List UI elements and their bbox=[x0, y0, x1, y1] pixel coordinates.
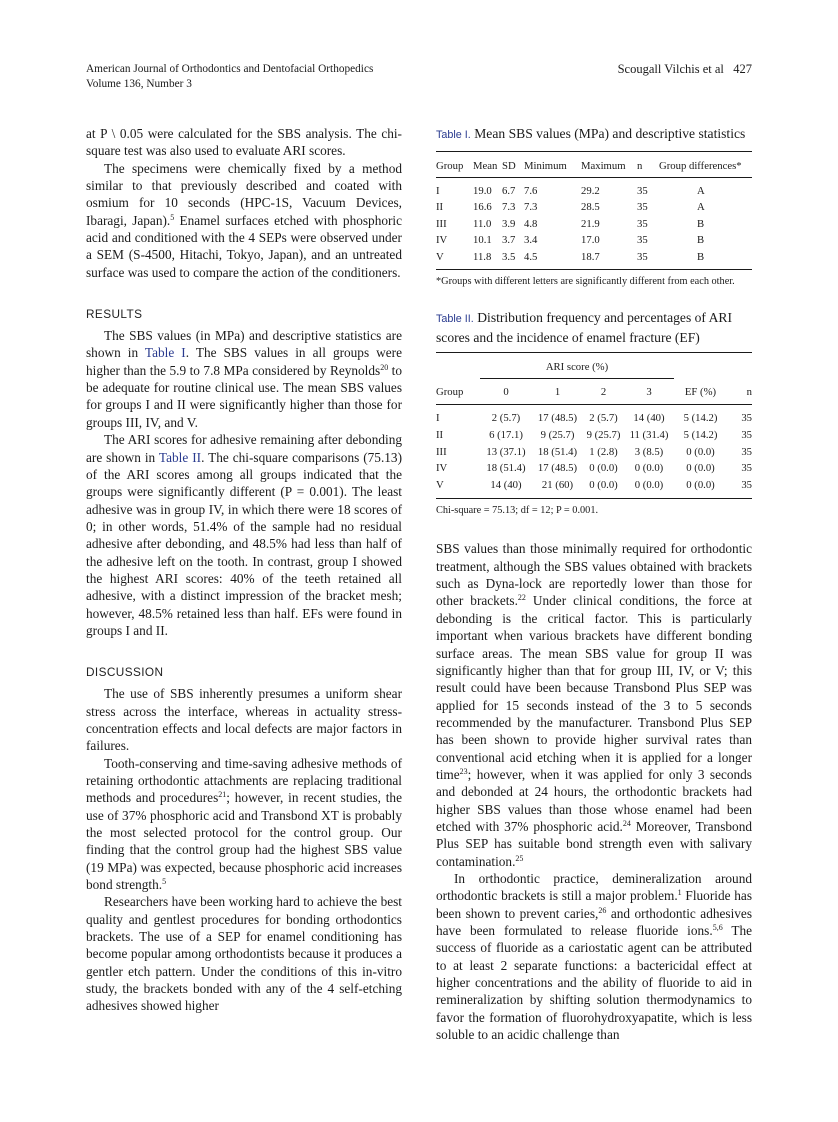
table2-header-cell: Group bbox=[436, 386, 464, 399]
table1-label: Table I. bbox=[436, 129, 471, 141]
table-cell: 0 (0.0) bbox=[634, 462, 664, 475]
table-cell: 0 (0.0) bbox=[674, 477, 727, 499]
table-row bbox=[436, 427, 752, 444]
discussion-text: ; however, in recent studies, the use of 37% phosphoric acid and Transbond XT is probably the most selected protocol for the control group. Our finding that the control group had the highest SBS value (19 MPa) was expected, because phosphoric acid increases bond strength. bbox=[86, 790, 402, 893]
table-cell: II bbox=[436, 201, 444, 214]
table-cell: B bbox=[697, 217, 705, 230]
table-cell: 35 bbox=[637, 201, 648, 214]
journal-name: American Journal of Orthodontics and Dentofacial Orthopedics bbox=[86, 63, 374, 75]
table-cell: 18 (51.4) bbox=[537, 445, 578, 458]
right-paragraph-1 bbox=[436, 540, 752, 870]
table2-title: Distribution frequency and percentages of ARI scores and the incidence of enamel fracture (EF) bbox=[436, 310, 733, 345]
table1-header-cell: SD bbox=[502, 159, 516, 172]
table1-caption bbox=[436, 125, 752, 145]
methods-paragraph-1: at P \ 0.05 were calculated for the SBS analysis. The chi-square test was also used to evaluate ARI scores. bbox=[86, 126, 402, 159]
discussion-text: Tooth-conserving and time-saving adhesive methods of retaining orthodontic attachments are replacing traditional methods and procedures bbox=[86, 755, 402, 806]
journal-volume: Volume 136, Number 3 bbox=[86, 77, 192, 90]
table-cell: 35 bbox=[741, 462, 752, 475]
table-cell: 35 bbox=[637, 217, 648, 230]
table-row bbox=[436, 444, 752, 461]
discussion-paragraph-2 bbox=[86, 755, 402, 894]
table-cell: 3.9 bbox=[502, 217, 516, 230]
citation: 5 bbox=[170, 212, 175, 222]
table-cell: III bbox=[436, 445, 447, 458]
table2-label: Table II. bbox=[436, 313, 474, 326]
table-cell: 35 bbox=[741, 412, 752, 425]
table-cell: 9 (25.7) bbox=[540, 429, 575, 442]
table-row bbox=[436, 232, 752, 249]
table-cell: 35 bbox=[637, 234, 648, 247]
table-cell: 7.3 bbox=[524, 201, 538, 214]
table-cell: 28.5 bbox=[581, 201, 600, 214]
author-line: Scougall Vilchis et al bbox=[617, 62, 724, 76]
discussion-paragraph-3: Researchers have been working hard to achieve the best quality and gentlest procedures for bonding orthodontics brackets. The use of a SEP for enamel conditioning has become popular among orthodontists because it produces a gentler etch pattern. Under the conditions of this in-vitro study, the brackets bonded with any of the 4 self-etching adhesives showed higher bbox=[86, 894, 402, 1014]
table-cell: 3.7 bbox=[502, 234, 516, 247]
table2-header-row bbox=[436, 379, 752, 405]
table-cell: 3.4 bbox=[524, 234, 538, 247]
table-cell: A bbox=[697, 184, 705, 197]
discussion-text: Under clinical conditions, the force at debonding is the critical factor. This is particularly important when various brackets have different bonding surface areas. The mean SBS value for group II was significantly higher than that for group III, IV, or V; this result could have been because Transbond Plus SEP was applied for 15 seconds instead of the 3 to 5 seconds recommended by the manufacturer. Transbond Plus SEP has been shown to provide higher survival rates than conventional acid etching when it is applied for a longer time bbox=[436, 593, 752, 782]
page-number: 427 bbox=[733, 62, 752, 76]
table-row bbox=[436, 477, 752, 499]
table-cell: 3 (8.5) bbox=[634, 445, 664, 458]
table1-title: Mean SBS values (MPa) and descriptive statistics bbox=[474, 126, 746, 141]
table-cell: 11 (31.4) bbox=[629, 429, 669, 442]
table1-header-row bbox=[436, 151, 752, 177]
table-cell: A bbox=[697, 201, 705, 214]
table-cell: 2 (5.7) bbox=[491, 412, 521, 425]
table1-header-cell: Group differences* bbox=[659, 159, 742, 172]
table-cell: 6.7 bbox=[502, 184, 516, 197]
table-cell: 7.6 bbox=[524, 184, 538, 197]
methods-paragraph-2 bbox=[86, 160, 402, 281]
table-cell: 0 (0.0) bbox=[686, 462, 715, 475]
right-paragraph-2 bbox=[436, 870, 752, 1043]
table2-header-cell: EF (%) bbox=[684, 386, 717, 399]
discussion-text: ; however, when it was applied for only 3 seconds and debonded at 24 hours, the orthodontic brackets had higher SBS values than those whose enamel had been etched with 37% phosphoric acid. bbox=[436, 766, 752, 834]
discussion-text: The success of fluoride as a cariostatic agent can be attributed to at least 2 separate functions: a bactericidal effect at higher concentrations and the ability of fluoride to aid in remineralization by shifting solution thermodynamics to favor the formation of fluorohydroxyapatite, which is less soluble to an acidic challenge than bbox=[436, 923, 753, 1043]
table-cell: 14 (40) bbox=[480, 477, 532, 499]
table-cell: 1 (2.8) bbox=[589, 445, 618, 458]
table-cell: I bbox=[436, 184, 440, 197]
table-cell: 6 (17.1) bbox=[489, 429, 523, 442]
results-paragraph-1 bbox=[86, 327, 402, 431]
table2-caption bbox=[436, 309, 752, 346]
table2-header-cell: n bbox=[746, 386, 752, 399]
table2 bbox=[436, 352, 752, 499]
table-cell: 21 (60) bbox=[532, 477, 583, 499]
table-cell: 35 bbox=[637, 184, 648, 197]
table2-spanner: ARI score (%) bbox=[480, 353, 674, 379]
table-cell: I bbox=[436, 412, 440, 425]
table-cell: III bbox=[436, 217, 447, 230]
table2-header-cell: 3 bbox=[646, 386, 652, 399]
table2-spanner-row bbox=[436, 353, 752, 379]
table-cell: 18.7 bbox=[581, 249, 637, 270]
citation: 5 bbox=[162, 877, 167, 887]
table-row bbox=[436, 249, 752, 270]
table-row bbox=[436, 177, 752, 199]
running-header-right bbox=[618, 62, 752, 77]
citation: 20 bbox=[380, 362, 389, 372]
discussion-text: Moreover, Transbond Plus SEP has suitable bond strength even with salivary contamination. bbox=[436, 818, 752, 869]
results-text: to be adequate for routine clinical use. The mean SBS values for groups I and II were significantly higher than those for groups III, IV, and V. bbox=[86, 362, 403, 430]
table-cell: 2 (5.7) bbox=[589, 412, 618, 425]
table-cell: 10.1 bbox=[473, 234, 492, 247]
discussion-heading: DISCUSSION bbox=[86, 665, 164, 680]
results-text: . The chi-square comparisons (75.13) of the ARI scores among all groups indicated that the groups were significantly different (P = 0.001). The least adhesive was in group IV, in which there were 18 scores of 0; in other words, 51.4% of the sample had no residual adhesive after debonding, and 48.5% had less than half of the adhesive left on the tooth. In contrast, group I showed the highest ARI scores: 40% of the teeth retained all adhesive, with a distinct impression of the bracket mesh; however, 48.5% retained less than half. EFs were found in groups I and II. bbox=[86, 449, 403, 638]
table1-header-cell: Minimum bbox=[524, 159, 567, 172]
table-cell: 13 (37.1) bbox=[486, 445, 526, 458]
table-cell: 5 (14.2) bbox=[683, 429, 718, 442]
table-cell: 18 (51.4) bbox=[486, 462, 526, 475]
methods-text: The specimens were chemically fixed by a method similar to that previously described and coated with osmium for 10 seconds (HPC-1S, Vacuum Devices, Ibaragi, Japan). bbox=[86, 160, 402, 228]
table1-header-cell: n bbox=[637, 159, 643, 172]
table-cell: 29.2 bbox=[581, 184, 600, 197]
table-cell: 9 (25.7) bbox=[586, 429, 621, 442]
table-cell: 11.8 bbox=[473, 249, 502, 270]
table-cell: 35 bbox=[741, 429, 752, 442]
table-cell: 0 (0.0) bbox=[624, 477, 674, 499]
table2-footnote: Chi-square = 75.13; df = 12; P = 0.001. bbox=[436, 505, 599, 517]
methods-text: Enamel surfaces etched with phosphoric acid and conditioned with the 4 SEPs were observed under a SEM (S-4500, Hitachi, Tokyo, Japan), and an untreated surface was used to compare the action of the conditioners. bbox=[86, 212, 403, 280]
table-cell: 16.6 bbox=[473, 201, 492, 214]
citation: 24 bbox=[622, 818, 631, 828]
table1-body bbox=[436, 177, 752, 270]
table-cell: 17.0 bbox=[581, 234, 600, 247]
table-cell: 35 bbox=[741, 445, 752, 458]
citation: 1 bbox=[677, 888, 682, 898]
table-row bbox=[436, 216, 752, 233]
discussion-text: Fluoride has been shown to prevent caries, bbox=[436, 888, 752, 921]
table-row bbox=[436, 199, 752, 216]
results-text: . The SBS values in all groups were higher than the 5.9 to 7.8 MPa considered by Reynolds bbox=[86, 345, 403, 378]
table-cell: 0 (0.0) bbox=[589, 462, 618, 475]
discussion-text: SBS values than those minimally required for orthodontic treatment, although the SBS values obtained with brackets such as Dyna-lock are reportedly lower than those for other brackets. bbox=[436, 541, 752, 609]
table-cell: IV bbox=[436, 234, 448, 247]
results-paragraph-2 bbox=[86, 431, 402, 639]
right-column bbox=[436, 125, 752, 1043]
table-cell: 19.0 bbox=[473, 184, 492, 197]
discussion-text: In orthodontic practice, demineralization around orthodontic brackets is still a major problem. bbox=[436, 870, 752, 904]
table-cell: 5 (14.2) bbox=[683, 412, 718, 425]
discussion-paragraph-1: The use of SBS inherently presumes a uniform shear stress across the interface, whereas in actuality stress-concentration effects and local defects are major factors in failures. bbox=[86, 686, 402, 754]
table-cell: 3.5 bbox=[502, 249, 524, 270]
table-cell: 17 (48.5) bbox=[537, 462, 578, 475]
results-heading: RESULTS bbox=[86, 307, 143, 322]
table-cell: V bbox=[436, 477, 480, 499]
table1-header-cell: Maximum bbox=[581, 159, 626, 172]
table-cell: 11.0 bbox=[473, 217, 492, 230]
citation: 23 bbox=[459, 766, 468, 776]
table-link[interactable]: Table I bbox=[144, 345, 186, 361]
table1-header-cell: Group bbox=[436, 159, 464, 172]
table-cell: 4.5 bbox=[524, 249, 581, 270]
citation: 22 bbox=[517, 593, 526, 603]
table1-header-cell: Mean bbox=[473, 159, 498, 172]
discussion-text: and orthodontic adhesives have been formulated to release fluoride ions. bbox=[436, 905, 752, 938]
left-column bbox=[86, 125, 402, 1015]
table-cell: 35 bbox=[727, 477, 752, 499]
table-cell: 17 (48.5) bbox=[537, 412, 578, 425]
table2-body bbox=[436, 405, 752, 499]
table-cell: II bbox=[436, 429, 444, 442]
table-row bbox=[436, 460, 752, 477]
table-cell: 7.3 bbox=[502, 201, 516, 214]
table-link[interactable]: Table II bbox=[158, 449, 202, 465]
citation: 5,6 bbox=[712, 923, 723, 932]
table1 bbox=[436, 151, 752, 271]
table-cell: 0 (0.0) bbox=[583, 477, 624, 499]
table2-header-cell: 2 bbox=[600, 386, 607, 399]
table1-footnote: *Groups with different letters are significantly different from each other. bbox=[436, 276, 735, 288]
table-cell: B bbox=[697, 234, 705, 247]
table-cell: 21.9 bbox=[581, 217, 600, 230]
table-row bbox=[436, 405, 752, 427]
table-cell: 14 (40) bbox=[633, 412, 665, 425]
table-cell: B bbox=[659, 249, 752, 270]
results-text: The ARI scores for adhesive remaining after debonding are shown in bbox=[86, 432, 402, 465]
table-cell: 4.8 bbox=[524, 217, 538, 230]
table-cell: 35 bbox=[637, 249, 659, 270]
running-header-left bbox=[86, 62, 373, 91]
citation: 21 bbox=[218, 790, 227, 800]
results-text: The SBS values (in MPa) and descriptive statistics are shown in bbox=[86, 328, 402, 361]
citation: 25 bbox=[515, 853, 524, 863]
table-cell: V bbox=[436, 249, 473, 270]
table2-header-cell: 1 bbox=[554, 386, 561, 399]
table2-header-cell: 0 bbox=[503, 386, 509, 399]
table-cell: 0 (0.0) bbox=[686, 445, 715, 458]
table-cell: IV bbox=[436, 462, 448, 475]
citation: 26 bbox=[598, 905, 607, 915]
